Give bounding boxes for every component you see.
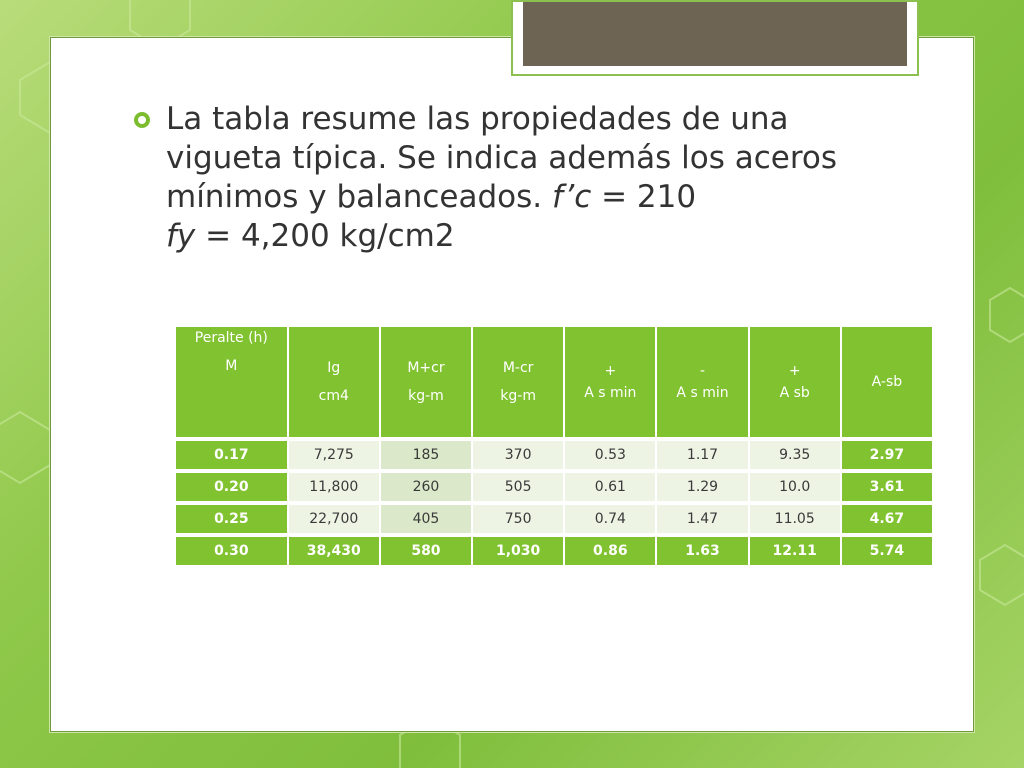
table-cell: 0.17 <box>176 441 287 473</box>
header-asmin-neg <box>657 327 747 441</box>
table-cell: 260 <box>381 473 471 505</box>
bullet-text <box>166 100 854 256</box>
header-unit: M <box>225 358 238 374</box>
table-cell: 11.05 <box>750 505 840 537</box>
header-label: A sb <box>779 385 810 401</box>
header-asb-neg <box>842 327 932 441</box>
header-label: Peralte (h) <box>194 330 268 346</box>
fy-label: fy <box>166 218 196 254</box>
table-cell: 405 <box>381 505 471 537</box>
bullet-point <box>134 100 854 256</box>
header-peralte <box>176 327 287 441</box>
table-cell: 22,700 <box>289 505 379 537</box>
header-sign: - <box>699 363 706 379</box>
table-cell: 1.29 <box>657 473 747 505</box>
table-cell: 750 <box>473 505 563 537</box>
table-cell: 1.47 <box>657 505 747 537</box>
table-cell: 580 <box>381 537 471 569</box>
header-label: A s min <box>584 385 637 401</box>
header-unit: cm4 <box>318 388 349 404</box>
header-sign: + <box>788 363 801 379</box>
table-row <box>176 473 932 505</box>
table-cell: 1.63 <box>657 537 747 569</box>
table-cell: 0.74 <box>565 505 655 537</box>
photo-placeholder <box>523 2 907 66</box>
table-cell: 10.0 <box>750 473 840 505</box>
header-mcr-pos <box>381 327 471 441</box>
header-mcr-neg <box>473 327 563 441</box>
header-asmin-pos <box>565 327 655 441</box>
header-label: Ig <box>327 360 341 376</box>
header-sign: + <box>604 363 617 379</box>
header-unit: kg-m <box>408 388 444 404</box>
properties-table <box>174 327 934 569</box>
table-row <box>176 505 932 537</box>
table-cell: 1.17 <box>657 441 747 473</box>
bullet-main-text: La tabla resume las propiedades de una vigueta típica. Se indica además los aceros mínimos y balanceados. <box>166 101 838 215</box>
table-cell: 0.30 <box>176 537 287 569</box>
table-cell: 11,800 <box>289 473 379 505</box>
table-cell: 1,030 <box>473 537 563 569</box>
table-cell: 0.20 <box>176 473 287 505</box>
header-label: A s min <box>676 385 729 401</box>
table-cell: 505 <box>473 473 563 505</box>
table-cell: 4.67 <box>842 505 932 537</box>
fc-value: = 210 <box>591 179 697 215</box>
table-cell: 370 <box>473 441 563 473</box>
header-label: M+cr <box>407 360 445 376</box>
header-label: A-sb <box>871 374 903 390</box>
table-cell: 9.35 <box>750 441 840 473</box>
table-cell: 185 <box>381 441 471 473</box>
table-cell: 0.86 <box>565 537 655 569</box>
table-cell: 7,275 <box>289 441 379 473</box>
table-cell: 38,430 <box>289 537 379 569</box>
header-asb-pos <box>750 327 840 441</box>
table-cell: 0.25 <box>176 505 287 537</box>
photo-frame <box>511 0 919 76</box>
table-cell: 12.11 <box>750 537 840 569</box>
table-header-row <box>176 327 932 441</box>
table-cell: 0.53 <box>565 441 655 473</box>
bullet-ring-icon <box>134 112 150 128</box>
header-label: M-cr <box>502 360 534 376</box>
table-cell: 0.61 <box>565 473 655 505</box>
table-row <box>176 537 932 569</box>
fc-label: f’c <box>552 179 592 215</box>
header-ig <box>289 327 379 441</box>
table-cell: 2.97 <box>842 441 932 473</box>
table-row <box>176 441 932 473</box>
fy-value: = 4,200 kg/cm2 <box>195 218 455 254</box>
header-unit: kg-m <box>500 388 536 404</box>
table-cell: 5.74 <box>842 537 932 569</box>
table-cell: 3.61 <box>842 473 932 505</box>
